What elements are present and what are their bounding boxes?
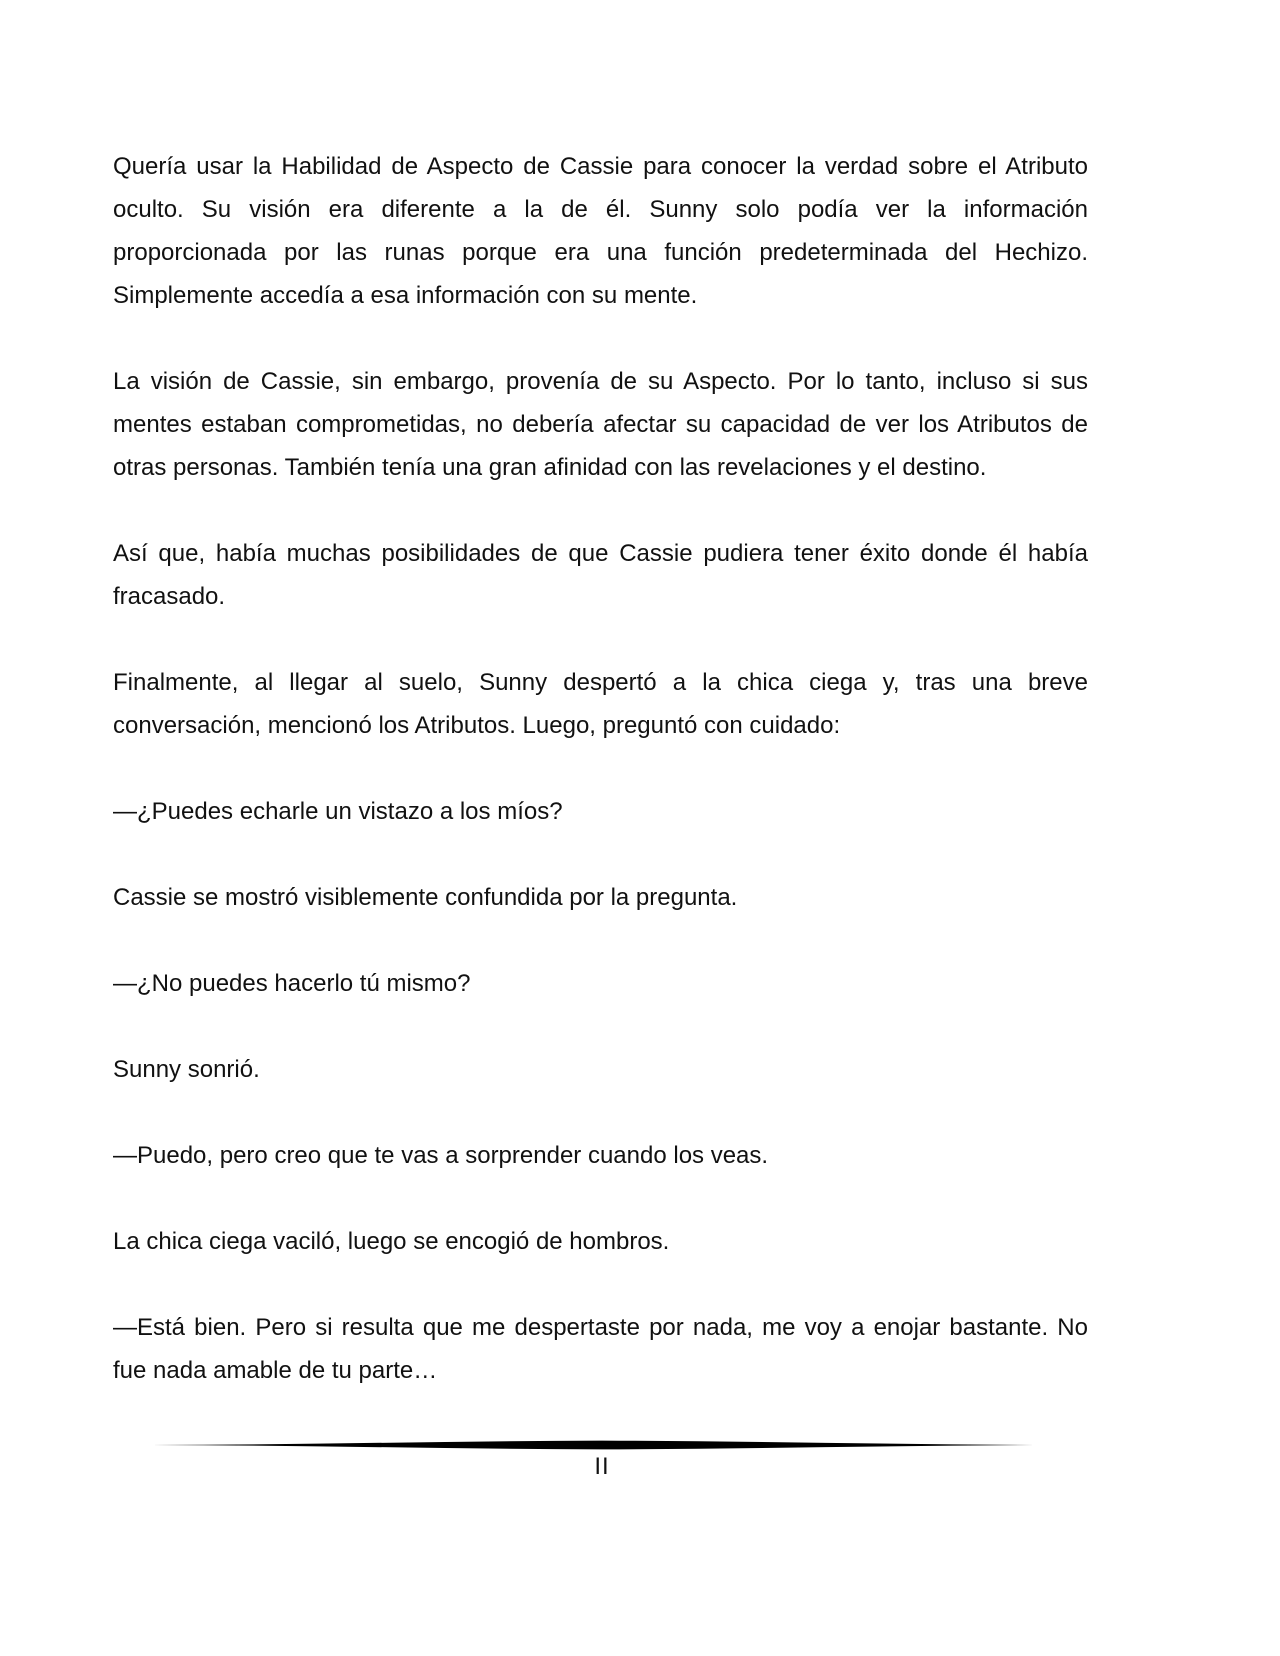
page-number: II <box>594 1453 610 1480</box>
paragraph: Quería usar la Habilidad de Aspecto de Cassie para conocer la verdad sobre el Atributo oculto. Su visión era diferente a la de él. Sunny solo podía ver la información proporcionada por las runas porque era una función predeterminada del Hechizo. Simplemente accedía a esa información con su mente. <box>113 153 1088 309</box>
dialogue-line: —¿No puedes hacerlo tú mismo? <box>113 970 471 997</box>
paragraph: Finalmente, al llegar al suelo, Sunny despertó a la chica ciega y, tras una breve conversación, mencionó los Atributos. Luego, preguntó con cuidado: <box>113 669 1088 739</box>
page-body <box>113 145 1088 1435</box>
dialogue-line: —Está bien. Pero si resulta que me despertaste por nada, me voy a enojar bastante. No fue nada amable de tu parte… <box>113 1314 1088 1384</box>
paragraph: Cassie se mostró visiblemente confundida por la pregunta. <box>113 884 738 911</box>
divider-swell <box>152 1441 1052 1450</box>
dialogue-line: —Puedo, pero creo que te vas a sorprender cuando los veas. <box>113 1142 769 1169</box>
paragraph: Sunny sonrió. <box>113 1056 260 1083</box>
ornamental-divider <box>152 1440 1052 1450</box>
paragraph: La visión de Cassie, sin embargo, provenía de su Aspecto. Por lo tanto, incluso si sus mentes estaban comprometidas, no debería afectar su capacidad de ver los Atributos de otras personas. También tenía una gran afinidad con las revelaciones y el destino. <box>113 368 1088 481</box>
dialogue-line: —¿Puedes echarle un vistazo a los míos? <box>113 798 563 825</box>
paragraph: Así que, había muchas posibilidades de que Cassie pudiera tener éxito donde él había fracasado. <box>113 540 1088 610</box>
paragraph: La chica ciega vaciló, luego se encogió de hombros. <box>113 1228 670 1255</box>
